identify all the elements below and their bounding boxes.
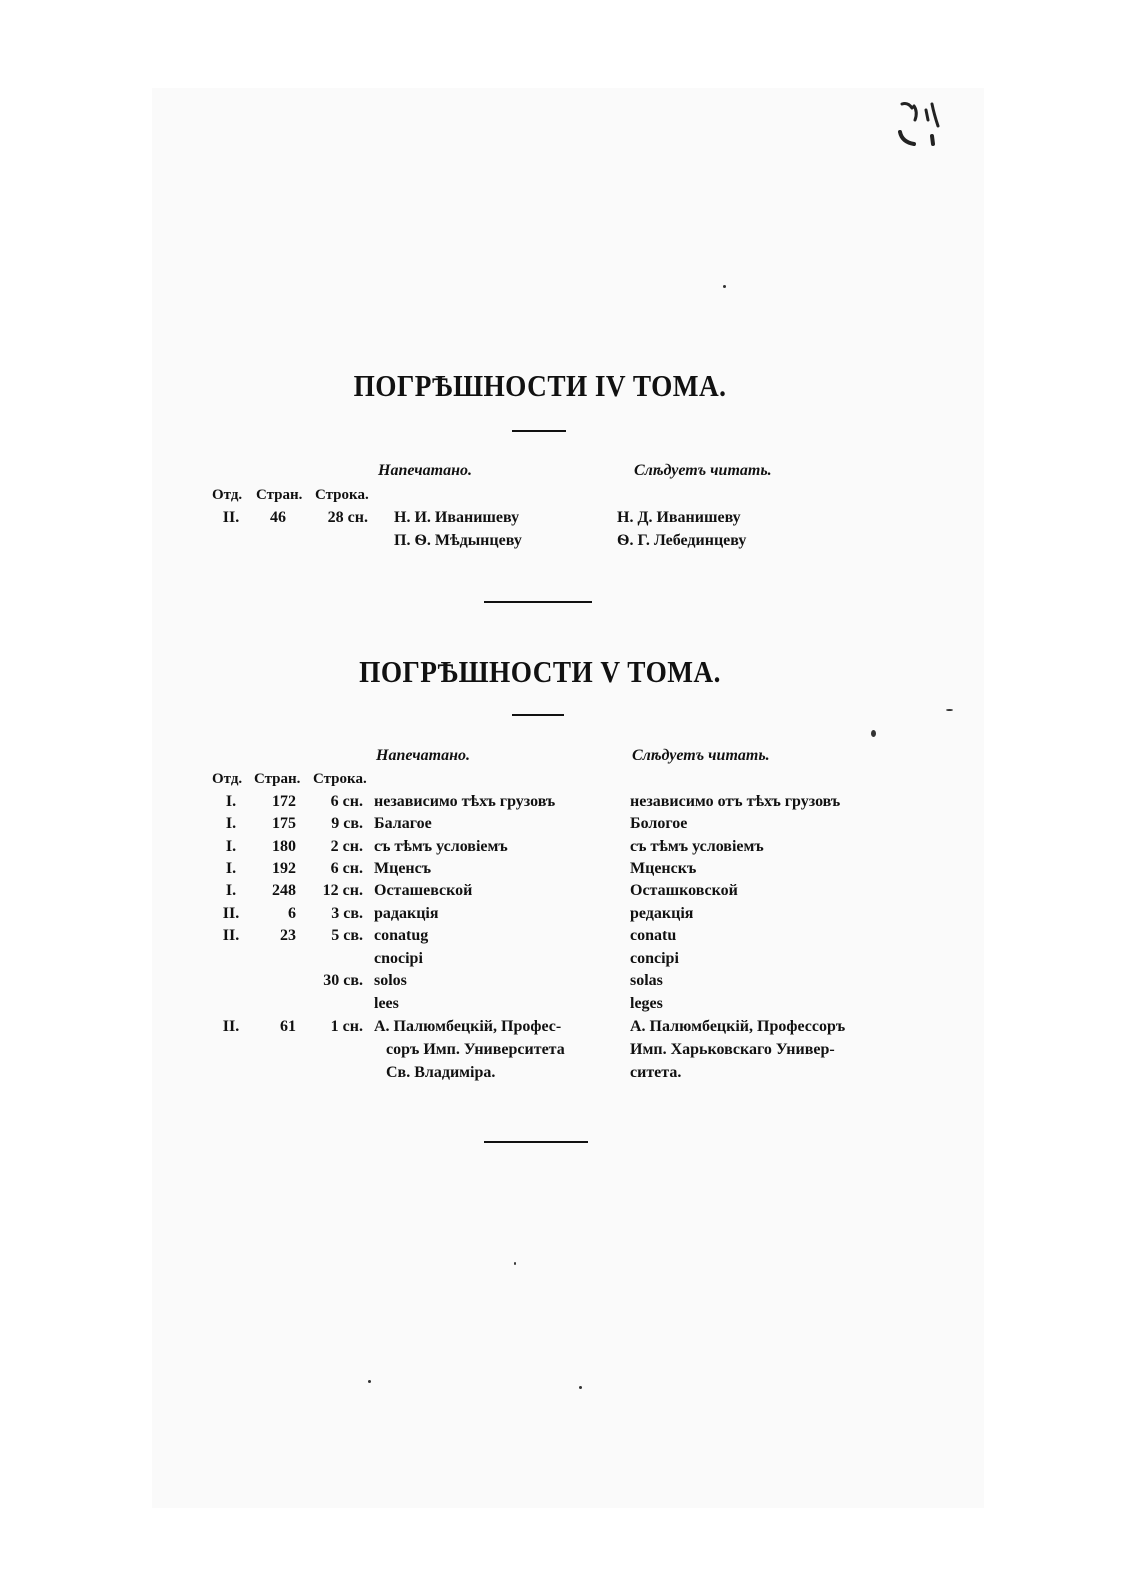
- section5-header-otd: Отд.: [212, 771, 243, 787]
- cell-printed: lees: [374, 995, 399, 1012]
- cell-page: 23: [280, 927, 296, 944]
- cell-read: conatu: [630, 927, 677, 944]
- cell-otd: I.: [225, 838, 237, 855]
- cell-page: 180: [272, 838, 296, 855]
- section4-title-rule: [512, 430, 566, 432]
- table-row: [0, 1064, 1140, 1086]
- cell-page: 6: [288, 905, 296, 922]
- section4-read-label: Слѣдуетъ читать.: [634, 462, 772, 479]
- cell-line: 3 св.: [331, 905, 363, 922]
- table-row: [0, 882, 1140, 904]
- table-row: [0, 532, 1140, 554]
- table-row: [0, 509, 1140, 531]
- cell-printed: cnocipi: [374, 950, 423, 967]
- handwritten-page-mark: [880, 96, 950, 156]
- cell-read: независимо отъ тѣхъ грузовъ: [630, 793, 841, 810]
- cell-otd: II.: [222, 927, 240, 944]
- section4-title: ПОГРѢШНОСТИ IV ТОМА.: [353, 368, 727, 403]
- section5-read-label: Слѣдуетъ читать.: [632, 747, 770, 764]
- cell-read: leges: [630, 995, 663, 1012]
- end-divider: [484, 1141, 588, 1143]
- cell-printed: conatug: [374, 927, 429, 944]
- section4-printed-label: Напечатано.: [378, 462, 472, 479]
- cell-printed: Мценсъ: [374, 860, 432, 877]
- section5-title-rule: [512, 714, 564, 716]
- cell-printed: радакція: [374, 905, 439, 922]
- scan-speck: [368, 1380, 371, 1383]
- cell-page: 61: [280, 1018, 296, 1035]
- cell-read: съ тѣмъ условіемъ: [630, 838, 764, 855]
- cell-read: Осташковской: [630, 882, 738, 899]
- cell-printed: Св. Владиміра.: [386, 1064, 496, 1081]
- cell-printed: соръ Имп. Университета: [386, 1041, 565, 1058]
- section4-header-otd: Отд.: [212, 487, 243, 503]
- cell-page: 248: [272, 882, 296, 899]
- cell-read: А. Палюмбецкій, Профессоръ: [630, 1018, 846, 1035]
- cell-printed: solos: [374, 972, 407, 989]
- cell-page: 192: [272, 860, 296, 877]
- cell-read: solas: [630, 972, 663, 989]
- cell-line: 6 сн.: [330, 793, 363, 810]
- cell-printed: А. Палюмбецкій, Профес-: [374, 1018, 562, 1035]
- table-row: [0, 860, 1140, 882]
- table-row: [0, 815, 1140, 837]
- table-row: [0, 1041, 1140, 1063]
- section4-header-line: Строка.: [315, 487, 369, 503]
- cell-read: Бологое: [630, 815, 688, 832]
- cell-line: 30 св.: [323, 972, 363, 989]
- table-row: [0, 927, 1140, 949]
- section5-header-line: Строка.: [313, 771, 367, 787]
- cell-line: 1 сн.: [330, 1018, 363, 1035]
- cell-printed: Осташевской: [374, 882, 473, 899]
- cell-line: 9 св.: [331, 815, 363, 832]
- table-row: [0, 972, 1140, 994]
- cell-printed: независимо тѣхъ грузовъ: [374, 793, 556, 810]
- cell-read: concipi: [630, 950, 679, 967]
- section5-printed-label: Напечатано.: [376, 747, 470, 764]
- cell-read: ситета.: [630, 1064, 682, 1081]
- cell-otd: I.: [225, 793, 237, 810]
- cell-read: редакція: [630, 905, 694, 922]
- cell-read: Имп. Харьковскаго Универ-: [630, 1041, 835, 1058]
- scan-speck: [579, 1386, 582, 1389]
- section-divider: [484, 601, 592, 603]
- cell-otd: I.: [225, 882, 237, 899]
- cell-page: 175: [272, 815, 296, 832]
- scan-speck: [946, 709, 953, 711]
- cell-printed: Балагое: [374, 815, 432, 832]
- cell-printed: Н. И. Иванишеву: [394, 509, 520, 526]
- table-row: [0, 995, 1140, 1017]
- cell-otd: II.: [222, 509, 240, 526]
- cell-read: Н. Д. Иванишеву: [617, 509, 741, 526]
- cell-line: 5 св.: [331, 927, 363, 944]
- cell-printed: съ тѣмъ условіемъ: [374, 838, 508, 855]
- cell-otd: II.: [222, 905, 240, 922]
- cell-otd: I.: [225, 860, 237, 877]
- table-row: [0, 905, 1140, 927]
- section5-title: ПОГРѢШНОСТИ V ТОМА.: [359, 654, 721, 689]
- cell-read: Мценскъ: [630, 860, 697, 877]
- cell-line: 12 сн.: [322, 882, 363, 899]
- cell-line: 6 сн.: [330, 860, 363, 877]
- scan-speck: [723, 285, 726, 288]
- cell-line: 28 сн.: [327, 509, 368, 526]
- cell-page: 46: [270, 509, 286, 526]
- scan-speck: [871, 730, 876, 737]
- cell-read: Ѳ. Г. Лебединцеву: [617, 532, 747, 549]
- table-row: [0, 793, 1140, 815]
- cell-otd: II.: [222, 1018, 240, 1035]
- cell-line: 2 сн.: [330, 838, 363, 855]
- scan-speck: [514, 1262, 516, 1265]
- section4-header-page: Стран.: [256, 487, 303, 503]
- table-row: [0, 950, 1140, 972]
- table-row: [0, 1018, 1140, 1040]
- cell-printed: П. Ѳ. Мѣдынцеву: [394, 532, 522, 549]
- table-row: [0, 838, 1140, 860]
- cell-page: 172: [272, 793, 296, 810]
- cell-otd: I.: [225, 815, 237, 832]
- section5-header-page: Стран.: [254, 771, 301, 787]
